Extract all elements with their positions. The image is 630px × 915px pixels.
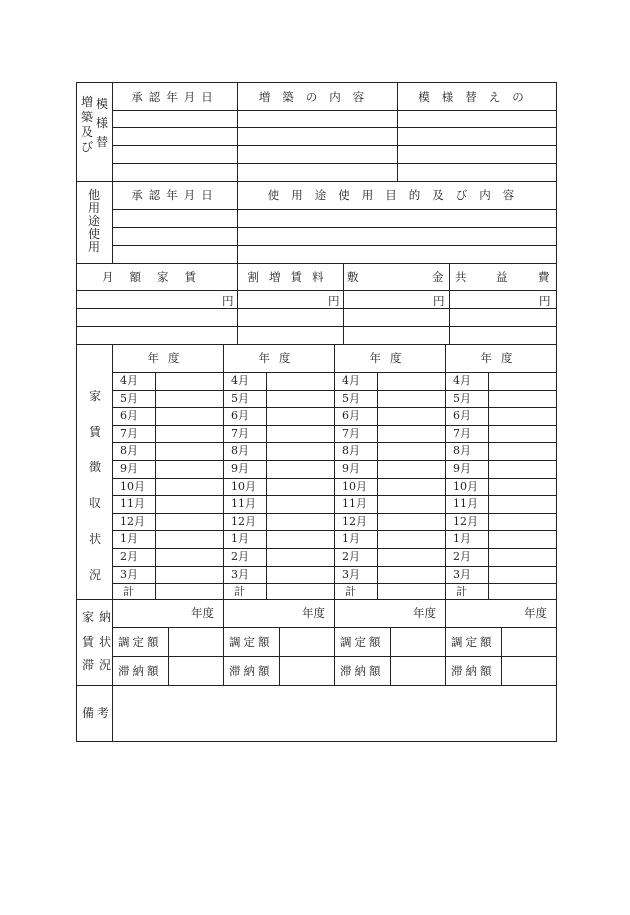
month-amount-field[interactable] [267,461,333,477]
month-amount-field[interactable] [267,426,333,442]
month-amount-field[interactable] [267,391,333,407]
month-amount-field[interactable] [156,391,222,407]
section-divider [77,181,556,182]
collection-side-label: 家賃徴収状況 [88,389,101,582]
assessed-amount-label: 調定額 [118,635,162,649]
label-divider [501,627,502,685]
column-divider [449,263,450,344]
month-label: 10月 [453,479,478,493]
month-label: 10月 [231,479,256,493]
month-label: 6月 [453,409,471,423]
month-amount-field[interactable] [267,514,333,530]
year-divider [334,599,335,685]
addition-date-header: 承認年月日 [131,90,219,104]
assessed-amount-label: 調定額 [451,635,495,649]
month-amount-field[interactable] [489,426,555,442]
month-label: 5月 [453,391,471,405]
assessed-amount-label: 調定額 [229,635,273,649]
month-label: 3月 [453,567,471,581]
total-label: 計 [345,585,356,599]
month-amount-field[interactable] [378,373,444,389]
row-line [77,290,556,291]
month-label: 12月 [342,514,367,528]
total-label: 計 [456,585,467,599]
month-amount-field[interactable] [267,567,333,583]
month-label: 4月 [453,374,471,387]
month-amount-field[interactable] [378,479,444,495]
total-amount-field[interactable] [378,584,444,600]
yen-unit: 円 [222,294,234,308]
month-amount-field[interactable] [156,373,222,389]
total-amount-field[interactable] [489,584,555,600]
month-amount-field[interactable] [156,426,222,442]
section-label-divider [112,344,113,599]
arrears-side-label-a: 家納 [82,610,117,624]
month-amount-field[interactable] [489,531,555,547]
arrears-year-header: 年度 [191,606,214,620]
month-amount-field[interactable] [267,479,333,495]
year-header: 年度 [258,351,300,365]
deposit-header-a: 敷 [347,270,359,284]
month-label: 7月 [120,426,138,440]
row-line [77,326,556,327]
month-amount-field[interactable] [378,567,444,583]
month-label: 1月 [453,532,471,546]
month-label: 6月 [231,409,249,423]
other-use-date-header: 承認年月日 [131,188,219,202]
month-label: 9月 [453,462,471,475]
month-amount-field[interactable] [156,461,222,477]
month-label: 2月 [120,550,138,563]
month-label: 11月 [453,497,478,511]
year-divider [223,344,224,599]
label-divider [168,627,169,685]
month-amount-field[interactable] [156,549,222,565]
month-amount-field[interactable] [378,443,444,459]
month-label: 8月 [120,444,138,458]
year-divider [445,344,446,599]
month-amount-field[interactable] [156,514,222,530]
month-amount-field[interactable] [156,567,222,583]
month-amount-field[interactable] [267,496,333,512]
month-label: 11月 [120,497,145,511]
month-label: 11月 [231,497,256,511]
surcharge-header: 割増賃料 [247,270,334,284]
month-label: 12月 [231,514,256,528]
rent-record-form [76,82,557,742]
month-amount-field[interactable] [378,531,444,547]
arrears-side-label-c: 滞況 [82,658,117,672]
row-line [112,127,556,128]
month-label: 3月 [342,567,360,581]
month-amount-field[interactable] [267,373,333,389]
month-amount-field[interactable] [489,408,555,424]
remarks-label: 備考 [82,706,113,720]
deposit-header-b: 金 [432,270,444,284]
month-label: 9月 [231,462,249,475]
month-label: 1月 [231,532,249,546]
other-use-side-label: 他用途使用 [87,188,100,254]
month-amount-field[interactable] [489,496,555,512]
total-label: 計 [123,585,134,599]
common-fee-header-b: 益 [496,270,508,284]
row-line [112,110,556,111]
arrears-year-header: 年度 [302,606,325,620]
month-amount-field[interactable] [156,443,222,459]
total-amount-field[interactable] [267,584,333,600]
month-label: 5月 [342,391,360,405]
total-label: 計 [234,585,245,599]
month-label: 2月 [453,550,471,563]
year-divider [445,599,446,685]
row-line [112,227,556,228]
month-amount-field[interactable] [267,531,333,547]
month-amount-field[interactable] [378,514,444,530]
month-amount-field[interactable] [378,391,444,407]
month-amount-field[interactable] [156,531,222,547]
month-label: 12月 [120,514,145,528]
yen-unit: 円 [433,294,445,308]
addition-content-header: 増築の内容 [258,90,377,104]
remodel-header: 模様替えの [418,90,536,104]
month-amount-field[interactable] [378,408,444,424]
yen-unit: 円 [539,294,551,308]
delinquent-amount-label: 滞納額 [340,664,384,678]
month-amount-field[interactable] [489,514,555,530]
yen-unit: 円 [328,294,340,308]
label-divider [390,627,391,685]
month-amount-field[interactable] [378,549,444,565]
delinquent-amount-label: 滞納額 [118,664,162,678]
monthly-rent-header: 月額家賃 [102,270,212,284]
month-label: 10月 [120,479,145,493]
month-label: 6月 [342,409,360,423]
assessed-amount-label: 調定額 [340,635,384,649]
month-label: 3月 [120,567,138,581]
remarks-field[interactable] [113,686,556,741]
month-label: 7月 [342,426,360,440]
arrears-year-header: 年度 [413,606,436,620]
month-label: 9月 [342,462,360,475]
month-label: 5月 [120,391,138,405]
row-line [77,308,556,309]
section-divider [77,263,556,264]
month-label: 4月 [120,374,138,387]
month-label: 1月 [120,532,138,546]
month-amount-field[interactable] [489,461,555,477]
month-label: 8月 [453,444,471,458]
month-label: 6月 [120,409,138,423]
arrears-side-label-b: 賃状 [82,635,117,649]
month-label: 9月 [120,462,138,475]
month-amount-field[interactable] [489,373,555,389]
month-amount-field[interactable] [489,567,555,583]
month-label: 1月 [342,532,360,546]
month-amount-field[interactable] [489,549,555,565]
month-amount-field[interactable] [378,496,444,512]
month-label: 2月 [231,550,249,563]
month-amount-field[interactable] [267,408,333,424]
year-divider [334,344,335,599]
month-label: 3月 [231,567,249,581]
month-label: 8月 [342,444,360,458]
month-amount-field[interactable] [267,549,333,565]
year-header: 年度 [147,351,189,365]
month-label: 10月 [342,479,367,493]
column-divider [343,263,344,344]
month-label: 8月 [231,444,249,458]
month-amount-field[interactable] [156,479,222,495]
other-use-content-header: 使用途使用目的及び内容 [267,188,527,202]
month-label: 7月 [453,426,471,440]
month-amount-field[interactable] [489,479,555,495]
month-label: 4月 [342,374,360,387]
year-divider [223,599,224,685]
month-label: 12月 [453,514,478,528]
month-label: 2月 [342,550,360,563]
month-amount-field[interactable] [378,461,444,477]
month-amount-field[interactable] [156,496,222,512]
month-amount-field[interactable] [378,426,444,442]
year-header: 年度 [369,351,411,365]
addition-side-label: 増築及び [80,95,93,154]
month-label: 5月 [231,391,249,405]
month-label: 11月 [342,497,367,511]
month-amount-field[interactable] [489,391,555,407]
row-line [112,145,556,146]
section-divider [77,344,556,345]
remodel-side-label: 模様替 [95,97,108,149]
month-label: 4月 [231,374,249,387]
month-amount-field[interactable] [267,443,333,459]
common-fee-header-c: 費 [538,270,550,284]
total-amount-field[interactable] [156,584,222,600]
delinquent-amount-label: 滞納額 [451,664,495,678]
year-header: 年度 [480,351,522,365]
delinquent-amount-label: 滞納額 [229,664,273,678]
arrears-year-header: 年度 [524,606,547,620]
month-amount-field[interactable] [156,408,222,424]
common-fee-header-a: 共 [455,270,467,284]
month-label: 7月 [231,426,249,440]
row-line [112,245,556,246]
row-line [112,209,556,210]
row-line [112,163,556,164]
month-amount-field[interactable] [489,443,555,459]
label-divider [279,627,280,685]
